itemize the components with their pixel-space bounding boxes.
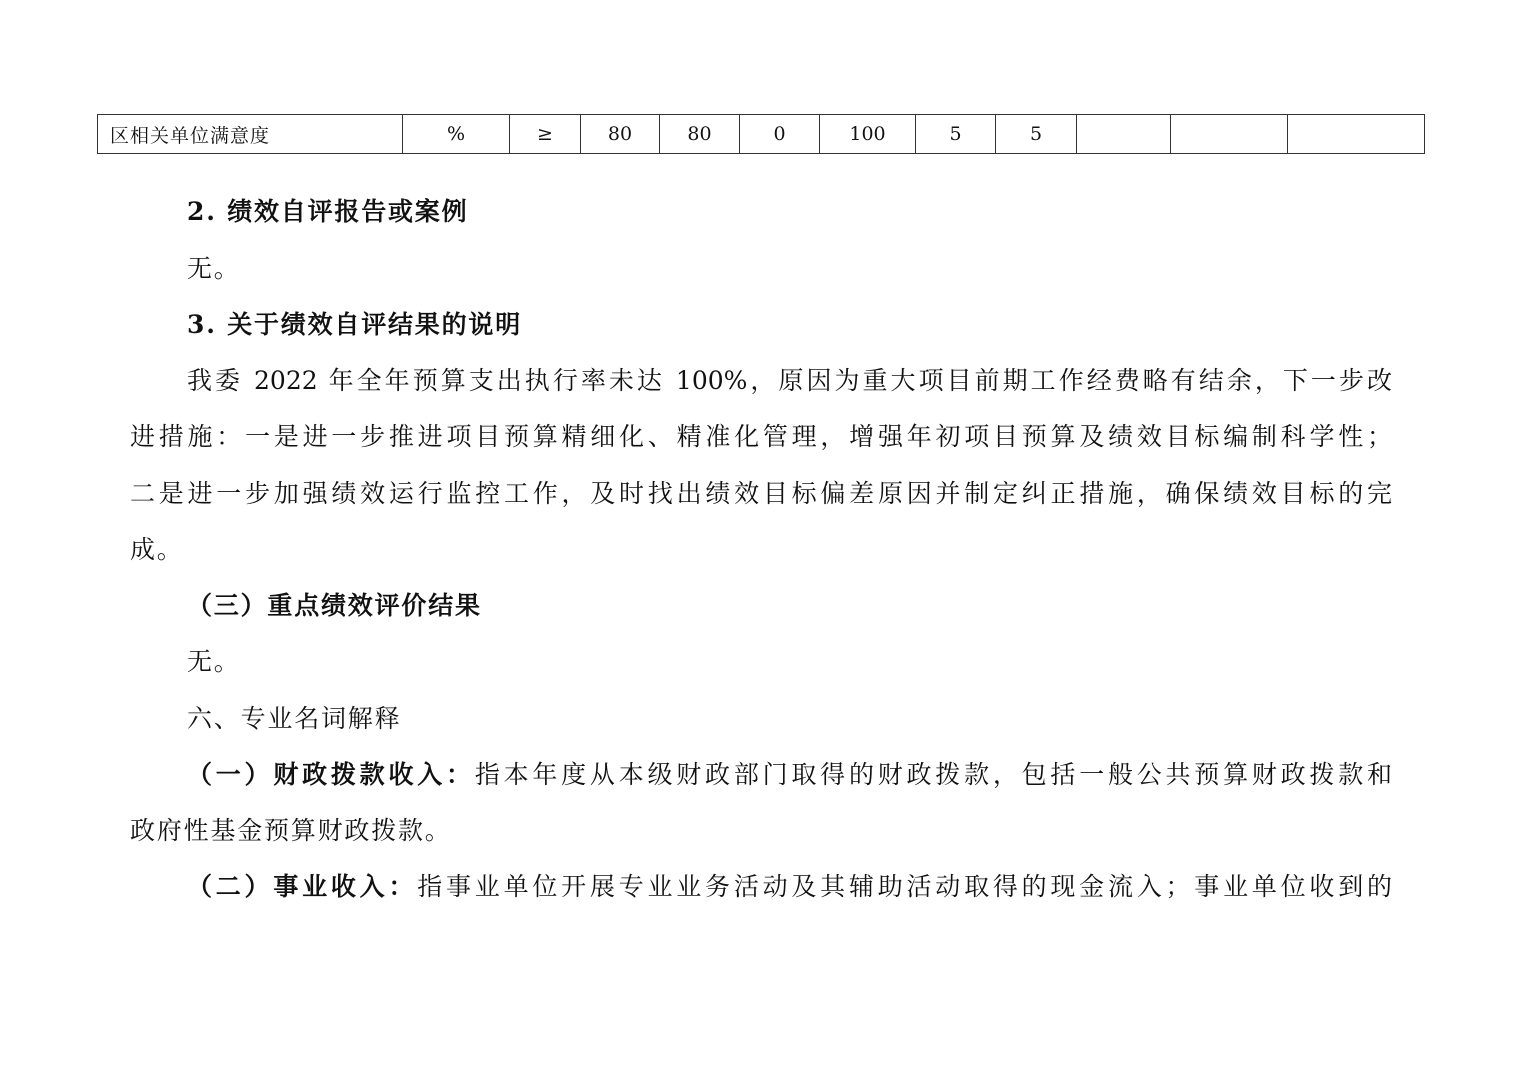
glossary-item-1-definition: 指本年度从本级财政部门取得的财政拨款，包括一般公共预算财政拨款和 (474, 760, 1392, 789)
unit-cell: % (403, 115, 510, 154)
key-evaluation-heading: （三）重点绩效评价结果 (187, 591, 482, 620)
section-3-line-1: 我委 2022 年全年预算支出执行率未达 100%，原因为重大项目前期工作经费略有结余，下一步改 (187, 366, 1392, 395)
completion-rate-cell: 100 (820, 115, 916, 154)
section-3-line-4: 成。 (130, 535, 184, 564)
weight-cell: 5 (916, 115, 996, 154)
performance-indicator-table (97, 114, 1425, 154)
score-cell: 5 (996, 115, 1077, 154)
glossary-item-1-line-1 (187, 758, 1392, 792)
empty-cell (1288, 115, 1425, 154)
glossary-item-2-line-1 (187, 870, 1392, 904)
empty-cell (1077, 115, 1171, 154)
operator-cell: ≥ (510, 115, 581, 154)
glossary-item-2-definition: 指事业单位开展专业业务活动及其辅助活动取得的现金流入；事业单位收到的 (417, 872, 1392, 901)
glossary-heading: 六、专业名词解释 (187, 704, 402, 733)
indicator-cell: 区相关单位满意度 (98, 115, 403, 154)
glossary-item-1-line-2: 政府性基金预算财政拨款。 (130, 816, 452, 845)
key-evaluation-body: 无。 (187, 647, 241, 676)
section-3-line-3: 二是进一步加强绩效运行监控工作，及时找出绩效目标偏差原因并制定纠正措施，确保绩效目标的完 (130, 479, 1392, 508)
table-row (98, 115, 1425, 154)
section-3-line-2: 进措施：一是进一步推进项目预算精细化、精准化管理，增强年初项目预算及绩效目标编制科学性； (130, 422, 1392, 451)
deviation-cell: 0 (740, 115, 820, 154)
empty-cell (1171, 115, 1288, 154)
section-3-heading: 3. 关于绩效自评结果的说明 (187, 310, 523, 339)
actual-value-cell: 80 (660, 115, 740, 154)
glossary-item-2-term: （二）事业收入： (187, 872, 418, 901)
section-2-heading: 2. 绩效自评报告或案例 (187, 197, 469, 226)
section-2-body: 无。 (187, 254, 241, 283)
annual-target-cell: 80 (581, 115, 660, 154)
glossary-item-1-term: （一）财政拨款收入： (187, 760, 475, 789)
